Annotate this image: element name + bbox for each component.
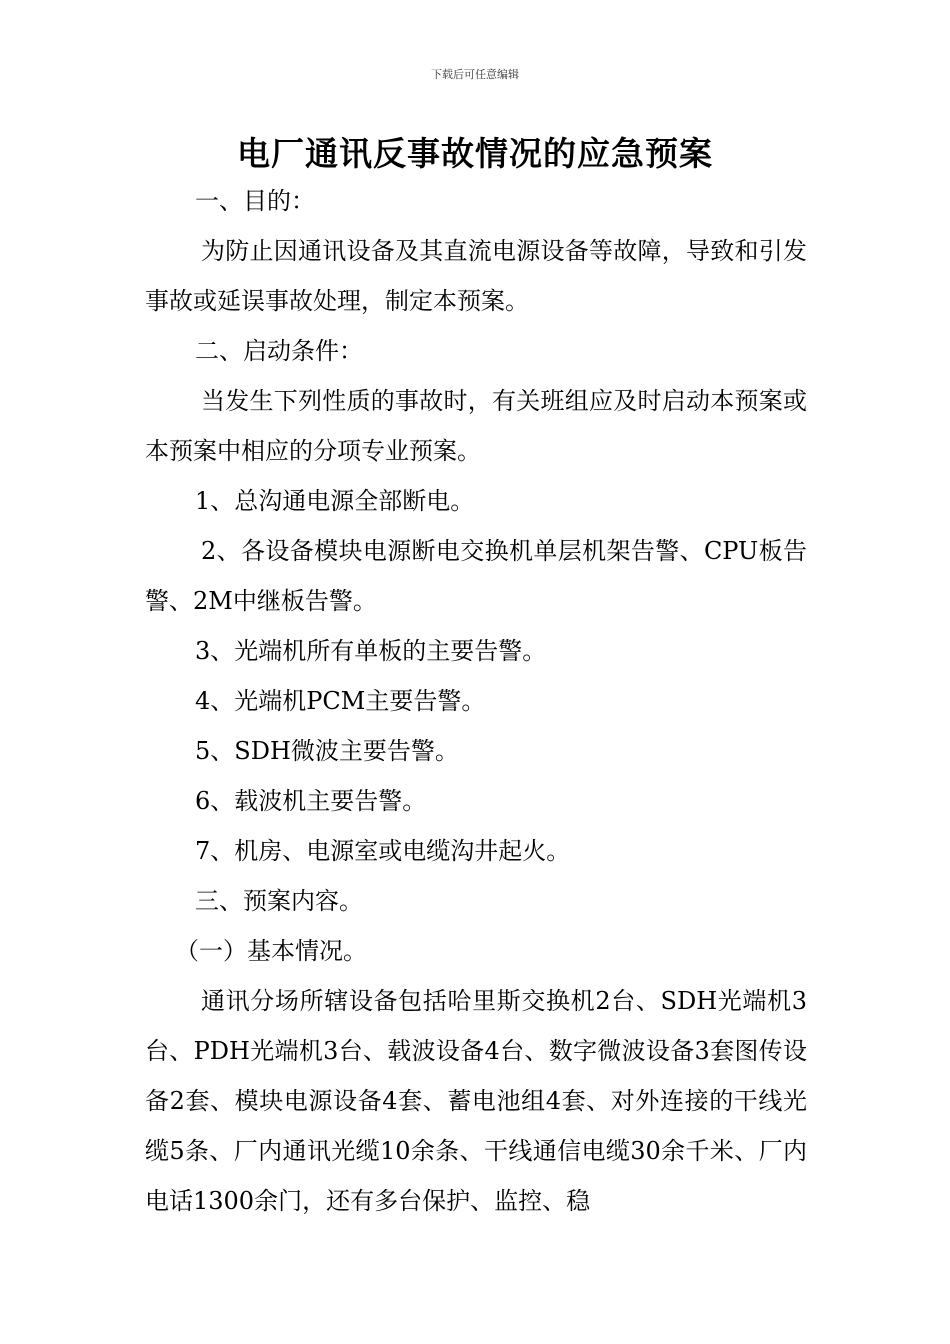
header-note: 下载后可任意编辑 — [431, 68, 519, 81]
document-body — [145, 176, 807, 1226]
subsection-heading-basic: （一）基本情况。 — [175, 937, 367, 965]
list-item-condition-1: 1、总沟通电源全部断电。 — [195, 487, 475, 515]
section-heading-conditions: 二、启动条件： — [195, 337, 363, 365]
list-item-condition-5: 5、SDH微波主要告警。 — [195, 737, 459, 765]
document-title: 电厂通讯反事故情况的应急预案 — [237, 134, 713, 173]
section-heading-content: 三、预案内容。 — [195, 887, 363, 915]
list-item-condition-7: 7、机房、电源室或电缆沟井起火。 — [195, 837, 571, 865]
list-item-condition-6: 6、载波机主要告警。 — [195, 787, 427, 815]
section-heading-purpose: 一、目的： — [195, 187, 315, 215]
list-item-condition-3: 3、光端机所有单板的主要告警。 — [195, 637, 547, 665]
paragraph-purpose: 为防止因通讯设备及其直流电源设备等故障，导致和引发事故或延误事故处理，制定本预案。 — [145, 237, 807, 315]
paragraph-basic-info: 通讯分场所辖设备包括哈里斯交换机2台、SDH光端机3台、PDH光端机3台、载波设备4台、数字微波设备3套图传设备2套、模块电源设备4套、蓄电池组4套、对外连接的干线光缆5条、厂内通讯光缆10余条、干线通信电缆30余千米、厂内电话1300余门，还有多台保护、监控、稳 — [145, 987, 807, 1215]
list-item-condition-2: 2、各设备模块电源断电交换机单层机架告警、CPU板告警、2M中继板告警。 — [145, 537, 807, 615]
list-item-condition-4: 4、光端机PCM主要告警。 — [195, 687, 486, 715]
paragraph-conditions: 当发生下列性质的事故时，有关班组应及时启动本预案或本预案中相应的分项专业预案。 — [145, 387, 807, 465]
